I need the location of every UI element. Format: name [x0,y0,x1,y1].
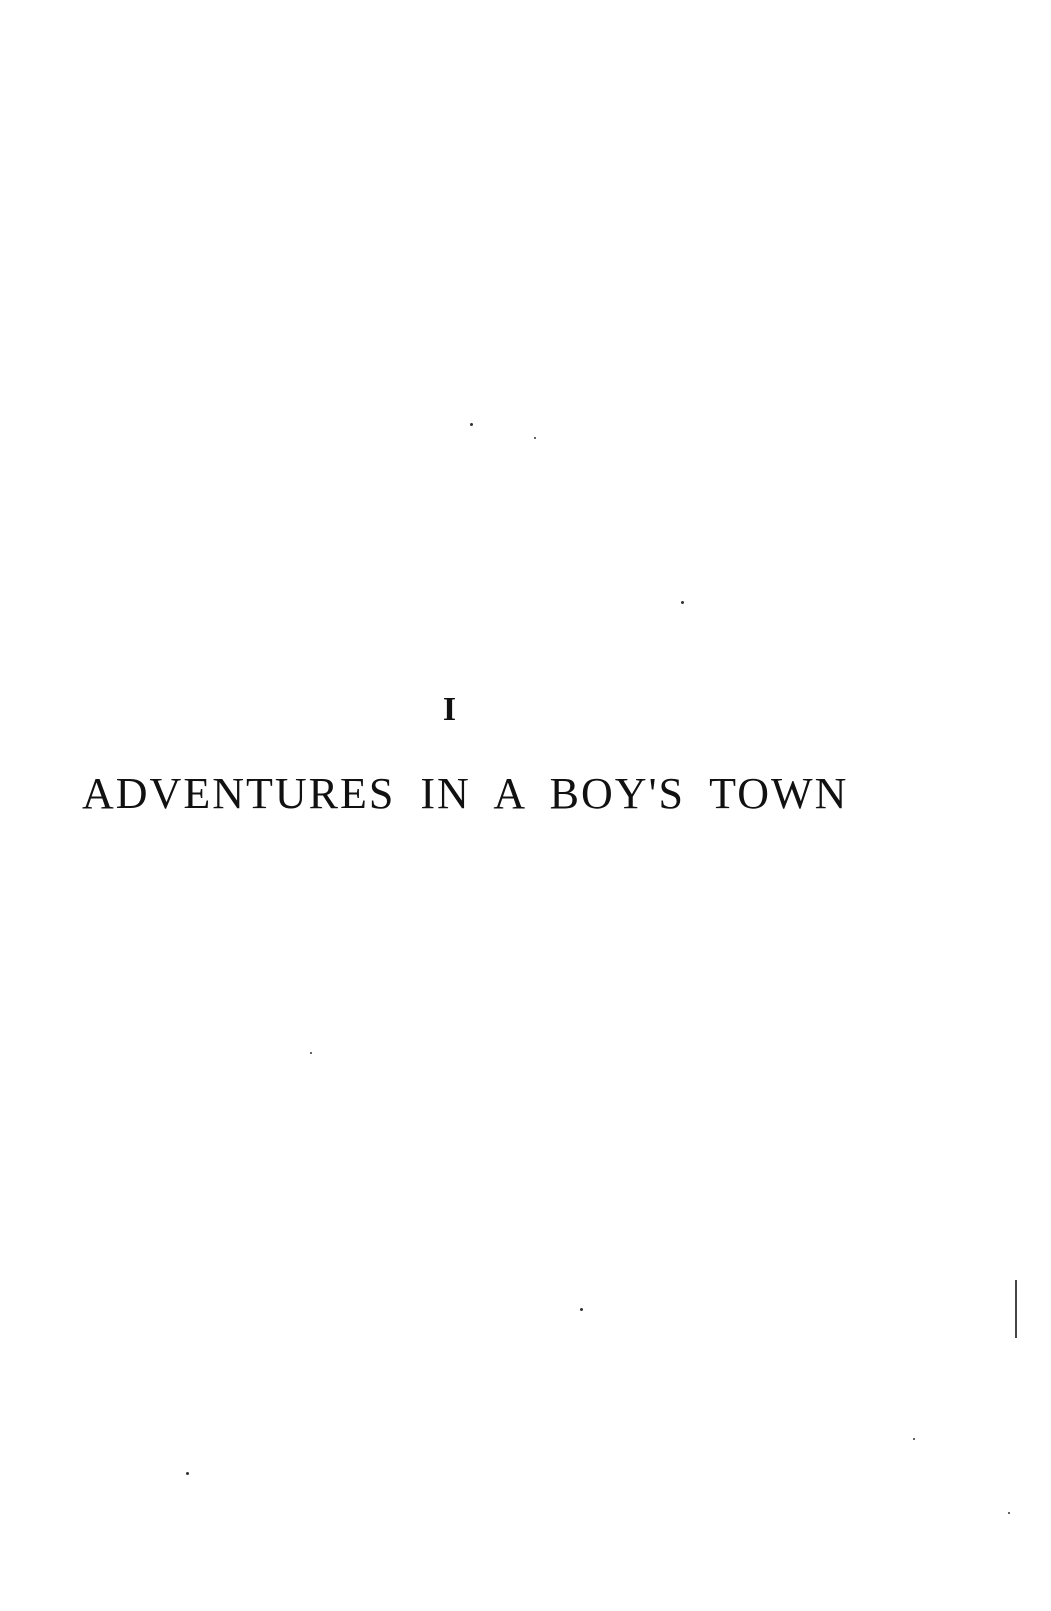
scan-speck [186,1472,189,1475]
scan-speck [1008,1512,1010,1514]
scan-speck [681,601,684,604]
chapter-title: ADVENTURES IN A BOY'S TOWN [82,769,849,818]
chapter-numeral: I [442,691,458,728]
scan-margin-line [1015,1280,1017,1338]
scan-speck [534,437,536,439]
scan-speck [913,1438,915,1440]
scan-speck [470,423,473,426]
scan-speck [310,1052,312,1054]
scan-speck [580,1308,583,1311]
